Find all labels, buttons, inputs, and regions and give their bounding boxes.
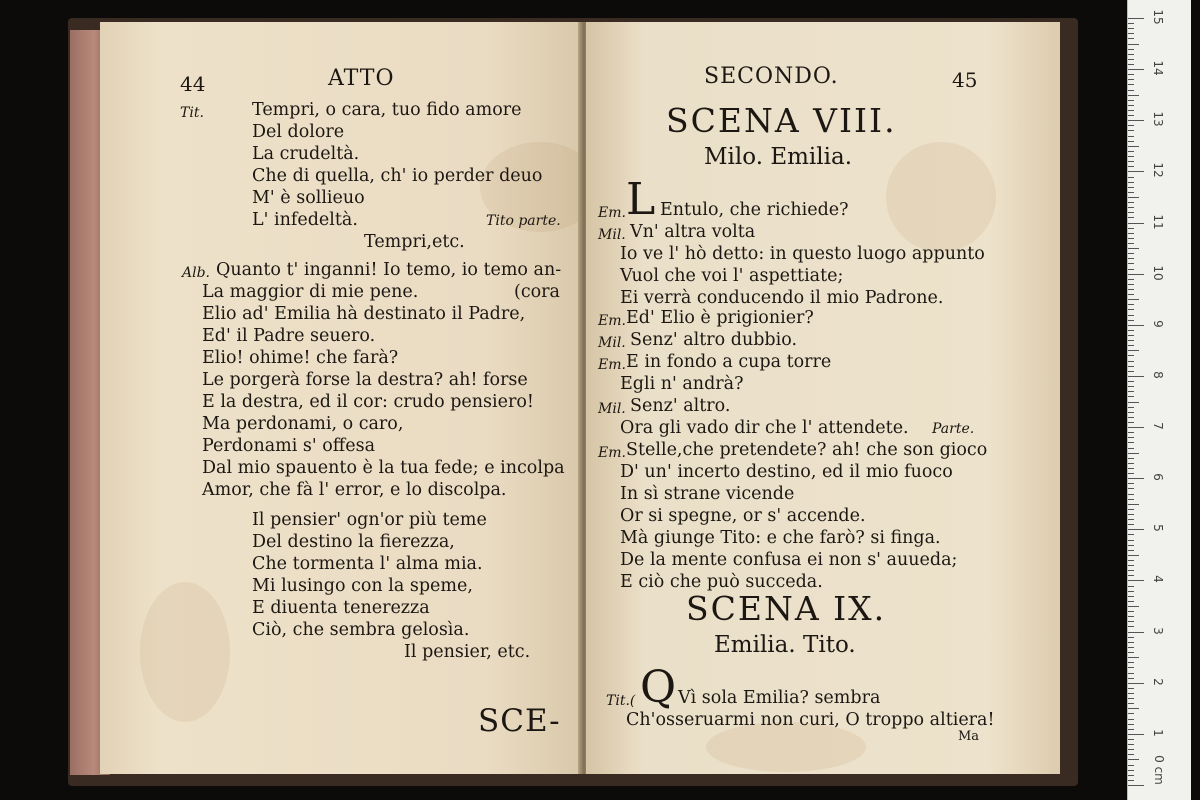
ruler-tick (1128, 391, 1134, 392)
ruler-label: 4 (1151, 575, 1165, 584)
ruler-tick (1128, 350, 1139, 351)
speaker-label: Em. (598, 205, 626, 221)
turnover-word: (cora (514, 282, 560, 302)
ruler-tick (1128, 166, 1134, 167)
verse-line: Egli n' andrà? (620, 374, 744, 394)
ruler-tick (1128, 74, 1134, 75)
verse-line: E ciò che può succeda. (620, 572, 823, 592)
ruler-tick (1128, 519, 1134, 520)
speaker-label: Tit.( (606, 693, 636, 709)
ruler-tick (1128, 320, 1134, 321)
ruler-tick (1128, 601, 1134, 602)
ruler-tick (1128, 637, 1134, 638)
catchword: Ma (958, 729, 980, 744)
ruler-tick (1128, 182, 1134, 183)
ruler-tick (1128, 325, 1144, 326)
ruler-tick (1128, 524, 1134, 525)
ruler-tick (1128, 693, 1134, 694)
ruler-tick (1128, 504, 1139, 505)
ruler-tick (1128, 161, 1134, 162)
verse-line: Perdonami s' offesa (202, 436, 376, 456)
ruler-tick (1128, 657, 1139, 658)
verse-line: Del dolore (252, 122, 345, 142)
stage-direction: Tito parte. (486, 213, 561, 229)
verse-line: Elio! ohime! che farà? (202, 348, 399, 368)
aria-line: Il pensier' ogn'or più teme (252, 510, 487, 530)
ruler-tick (1128, 238, 1134, 239)
verse-line: Mà giunge Tito: e che farò? si finga. (620, 528, 941, 548)
verse-line: Dal mio spauento è la tua fede; e incolpa (202, 458, 565, 478)
ruler-tick (1128, 765, 1134, 766)
ruler-tick (1128, 703, 1134, 704)
verse-line: Ma perdonami, o caro, (202, 414, 404, 434)
ruler-tick (1128, 442, 1134, 443)
ruler-tick (1128, 667, 1134, 668)
speaker-label: Mil. (598, 335, 626, 351)
ruler-tick (1128, 156, 1134, 157)
verse-line: De la mente confusa ei non s' auueda; (620, 550, 958, 570)
speaker-label: Mil. (598, 401, 626, 417)
speaker-label: Tit. (180, 105, 204, 121)
ruler-tick (1128, 713, 1134, 714)
ruler-tick (1128, 258, 1134, 259)
ruler-tick (1128, 642, 1134, 643)
ruler-tick (1128, 478, 1144, 479)
speaker-label: Em. (598, 313, 626, 329)
verse-line: Io ve l' hò detto: in questo luogo appunto (620, 244, 985, 264)
verse-line: Amor, che fà l' error, e lo discolpa. (202, 480, 507, 500)
ruler-tick (1128, 23, 1134, 24)
ruler-tick (1128, 759, 1139, 760)
ruler-tick (1128, 575, 1134, 576)
ruler-tick (1128, 749, 1134, 750)
ruler-tick (1128, 570, 1134, 571)
ruler-tick (1128, 315, 1134, 316)
ruler-tick (1128, 171, 1144, 172)
scene-characters: Milo. Emilia. (704, 144, 853, 170)
ruler-tick (1128, 448, 1134, 449)
page-number: 44 (180, 72, 206, 96)
verse-line: Or si spegne, or s' accende. (620, 506, 866, 526)
ruler-tick (1128, 146, 1139, 147)
ruler-tick (1128, 780, 1134, 781)
stage-direction: Parte. (932, 421, 975, 437)
ruler-tick (1128, 744, 1134, 745)
ruler-tick (1128, 381, 1134, 382)
verse-line: Le porgerà forse la destra? ah! forse (202, 370, 528, 390)
ruler-label: 7 (1151, 422, 1165, 430)
ruler-tick (1128, 708, 1139, 709)
ruler-tick (1128, 427, 1144, 428)
ruler-tick (1128, 626, 1134, 627)
ruler-tick (1128, 422, 1134, 423)
ruler-tick (1128, 110, 1134, 111)
ruler-tick (1128, 49, 1134, 50)
ruler-tick (1128, 248, 1139, 249)
ruler-label: 6 (1151, 473, 1165, 481)
aria-line: Che tormenta l' alma mia. (252, 554, 483, 574)
ruler-tick (1128, 632, 1144, 633)
ruler-tick (1128, 330, 1134, 331)
drop-initial: Q (640, 662, 677, 713)
ruler-tick (1128, 366, 1134, 367)
ruler-tick (1128, 376, 1144, 377)
scene-title: SCENA IX. (686, 589, 887, 628)
ruler-tick (1128, 591, 1134, 592)
ruler-tick (1128, 44, 1139, 45)
verse-line: Senz' altro. (630, 396, 731, 416)
ruler-tick (1128, 335, 1134, 336)
ruler-tick (1128, 38, 1134, 39)
ruler-tick (1128, 228, 1134, 229)
ruler-tick (1128, 550, 1134, 551)
ruler-tick (1128, 412, 1134, 413)
ruler-tick (1128, 724, 1134, 725)
verse-line: La crudeltà. (252, 144, 360, 164)
ruler-tick (1128, 396, 1134, 397)
ruler-tick (1128, 647, 1134, 648)
page-number: 45 (952, 68, 978, 92)
left-page (100, 22, 582, 774)
ruler-tick (1128, 69, 1144, 70)
verse-line: Vì sola Emilia? sembra (678, 688, 881, 708)
ruler-tick (1128, 483, 1134, 484)
speaker-label: Mil. (598, 227, 626, 243)
verse-line: Quanto t' inganni! Io temo, io temo an- (216, 260, 562, 280)
verse-line: Ed' il Padre seuero. (202, 326, 376, 346)
verse-line: In sì strane vicende (620, 484, 795, 504)
ruler-tick (1128, 437, 1134, 438)
verse-line: M' è sollieuo (252, 188, 365, 208)
verse-line: E la destra, ed il cor: crudo pensiero! (202, 392, 534, 412)
ruler-tick (1128, 719, 1134, 720)
ruler-tick (1128, 565, 1134, 566)
ruler-tick (1128, 734, 1144, 735)
ruler-tick (1128, 540, 1134, 541)
ruler-label: 8 (1151, 371, 1165, 379)
page-stain (886, 142, 996, 252)
ruler-tick (1128, 621, 1134, 622)
ruler-tick (1128, 417, 1134, 418)
ruler-tick (1128, 770, 1134, 771)
ruler-tick (1128, 402, 1139, 403)
ruler-tick (1128, 233, 1134, 234)
verse-line: Stelle,che pretendete? ah! che son gioco (626, 440, 988, 460)
ruler-label: 5 (1151, 524, 1165, 533)
verse-line: D' un' incerto destino, ed il mio fuoco (620, 462, 953, 482)
aria-line: Mi lusingo con la speme, (252, 576, 473, 596)
aria-line: Il pensier, etc. (404, 642, 531, 662)
ruler-tick (1128, 775, 1134, 776)
ruler-label: 2 (1151, 677, 1165, 686)
ruler-tick (1128, 187, 1134, 188)
ruler-label: 13 (1151, 111, 1165, 127)
ruler-tick (1128, 197, 1139, 198)
catchword: SCE- (478, 703, 561, 739)
ruler-tick (1128, 785, 1144, 786)
ruler-tick (1128, 432, 1134, 433)
ruler-tick (1128, 678, 1134, 679)
ruler-tick (1128, 18, 1144, 19)
ruler-tick (1128, 494, 1134, 495)
ruler-tick (1128, 698, 1134, 699)
ruler-tick (1128, 120, 1144, 121)
ruler-tick (1128, 269, 1134, 270)
ruler-tick (1128, 754, 1134, 755)
ruler-tick (1128, 371, 1134, 372)
ruler-label: 3 (1151, 626, 1165, 635)
ruler-tick (1128, 463, 1134, 464)
ruler-tick (1128, 207, 1134, 208)
ruler-tick (1128, 555, 1139, 556)
verse-line: Tempri, o cara, tuo fido amore (252, 100, 522, 120)
ruler-tick (1128, 192, 1134, 193)
ruler-label: 12 (1151, 162, 1165, 179)
ruler-label: 10 (1151, 265, 1165, 281)
ruler-tick (1128, 125, 1134, 126)
ruler-tick (1128, 33, 1134, 34)
ruler-tick (1128, 243, 1134, 244)
ruler-tick (1128, 212, 1134, 213)
ruler-tick (1128, 105, 1134, 106)
ruler-tick (1128, 115, 1134, 116)
ruler-tick (1128, 611, 1134, 612)
speaker-label: Em. (598, 445, 626, 461)
ruler-tick (1128, 386, 1134, 387)
measuring-ruler (1127, 0, 1191, 800)
ruler-tick (1128, 253, 1134, 254)
ruler-label: 9 (1151, 319, 1165, 328)
ruler-tick (1128, 534, 1134, 535)
aria-line: E diuenta tenerezza (252, 598, 430, 618)
speaker-label: Em. (598, 357, 626, 373)
ruler-tick (1128, 84, 1134, 85)
ruler-label: 11 (1151, 213, 1165, 230)
ruler-tick (1128, 177, 1134, 178)
verse-line: Vn' altra volta (630, 222, 756, 242)
ruler-tick (1128, 458, 1134, 459)
ruler-tick (1128, 217, 1134, 218)
ruler-tick (1128, 468, 1134, 469)
aria-line: Ciò, che sembra gelosìa. (252, 620, 470, 640)
verse-line: Tempri,etc. (364, 232, 465, 252)
ruler-tick (1128, 545, 1134, 546)
verse-line: Ch'osseruarmi non curi, O troppo altiera! (626, 710, 995, 730)
verse-line: Ora gli vado dir che l' attendete. (620, 418, 909, 438)
ruler-tick (1128, 499, 1134, 500)
ruler-tick (1128, 151, 1134, 152)
verse-line: Entulo, che richiede? (660, 200, 849, 220)
verse-line: Vuol che voi l' aspettiate; (620, 266, 844, 286)
ruler-tick (1128, 59, 1134, 60)
ruler-tick (1128, 514, 1134, 515)
aria-line: Del destino la fierezza, (252, 532, 455, 552)
ruler-tick (1128, 509, 1134, 510)
ruler-tick (1128, 304, 1134, 305)
ruler-tick (1128, 586, 1134, 587)
ruler-tick (1128, 529, 1144, 530)
verse-line: Ed' Elio è prigionier? (626, 308, 814, 328)
drop-initial: L (626, 174, 656, 225)
ruler-tick (1128, 473, 1134, 474)
ruler-tick (1128, 274, 1144, 275)
ruler-tick (1128, 355, 1134, 356)
ruler-tick (1128, 279, 1134, 280)
ruler-tick (1128, 79, 1134, 80)
ruler-tick (1128, 361, 1134, 362)
ruler-tick (1128, 130, 1134, 131)
ruler-label: 14 (1151, 60, 1165, 76)
ruler-tick (1128, 580, 1144, 581)
running-head: SECONDO. (704, 64, 839, 89)
scene-characters: Emilia. Tito. (714, 632, 856, 658)
ruler-tick (1128, 488, 1134, 489)
ruler-tick (1128, 294, 1134, 295)
speaker-label: Alb. (182, 265, 210, 281)
running-head: ATTO (328, 66, 395, 91)
ruler-tick (1128, 284, 1134, 285)
ruler-tick (1128, 652, 1134, 653)
ruler-tick (1128, 299, 1139, 300)
ruler-tick (1128, 64, 1134, 65)
ruler-tick (1128, 54, 1134, 55)
verse-line: La maggior di mie pene. (202, 282, 419, 302)
ruler-tick (1128, 136, 1134, 137)
ruler-tick (1128, 28, 1134, 29)
ruler-tick (1128, 453, 1139, 454)
scene-title: SCENA VIII. (666, 101, 897, 140)
right-page (586, 22, 1060, 774)
verse-line: Che di quella, ch' io perder deuo (252, 166, 543, 186)
ruler-tick (1128, 340, 1134, 341)
ruler-tick (1128, 683, 1144, 684)
ruler-tick (1128, 560, 1134, 561)
ruler-label: 0 cm (1152, 755, 1166, 785)
ruler-tick (1128, 263, 1134, 264)
verse-line: Ei verrà conducendo il mio Padrone. (620, 288, 944, 308)
ruler-tick (1128, 739, 1134, 740)
verse-line: E in fondo a cupa torre (626, 352, 832, 372)
ruler-tick (1128, 606, 1139, 607)
ruler-tick (1128, 289, 1134, 290)
ruler-tick (1128, 729, 1134, 730)
ruler-tick (1128, 223, 1144, 224)
ruler-tick (1128, 202, 1134, 203)
ruler-label: 15 (1151, 9, 1165, 25)
ruler-tick (1128, 407, 1134, 408)
ruler-tick (1128, 309, 1134, 310)
verse-line: L' infedeltà. (252, 210, 358, 230)
ruler-tick (1128, 662, 1134, 663)
ruler-tick (1128, 596, 1134, 597)
ruler-tick (1128, 616, 1134, 617)
ruler-tick (1128, 688, 1134, 689)
verse-line: Elio ad' Emilia hà destinato il Padre, (202, 304, 526, 324)
ruler-tick (1128, 90, 1134, 91)
verse-line: Senz' altro dubbio. (630, 330, 798, 350)
ruler-tick (1128, 141, 1134, 142)
ruler-tick (1128, 100, 1134, 101)
ruler-tick (1128, 673, 1134, 674)
ruler-tick (1128, 95, 1139, 96)
ruler-tick (1128, 345, 1134, 346)
page-stain (140, 582, 230, 722)
ruler-label: 1 (1151, 729, 1165, 737)
